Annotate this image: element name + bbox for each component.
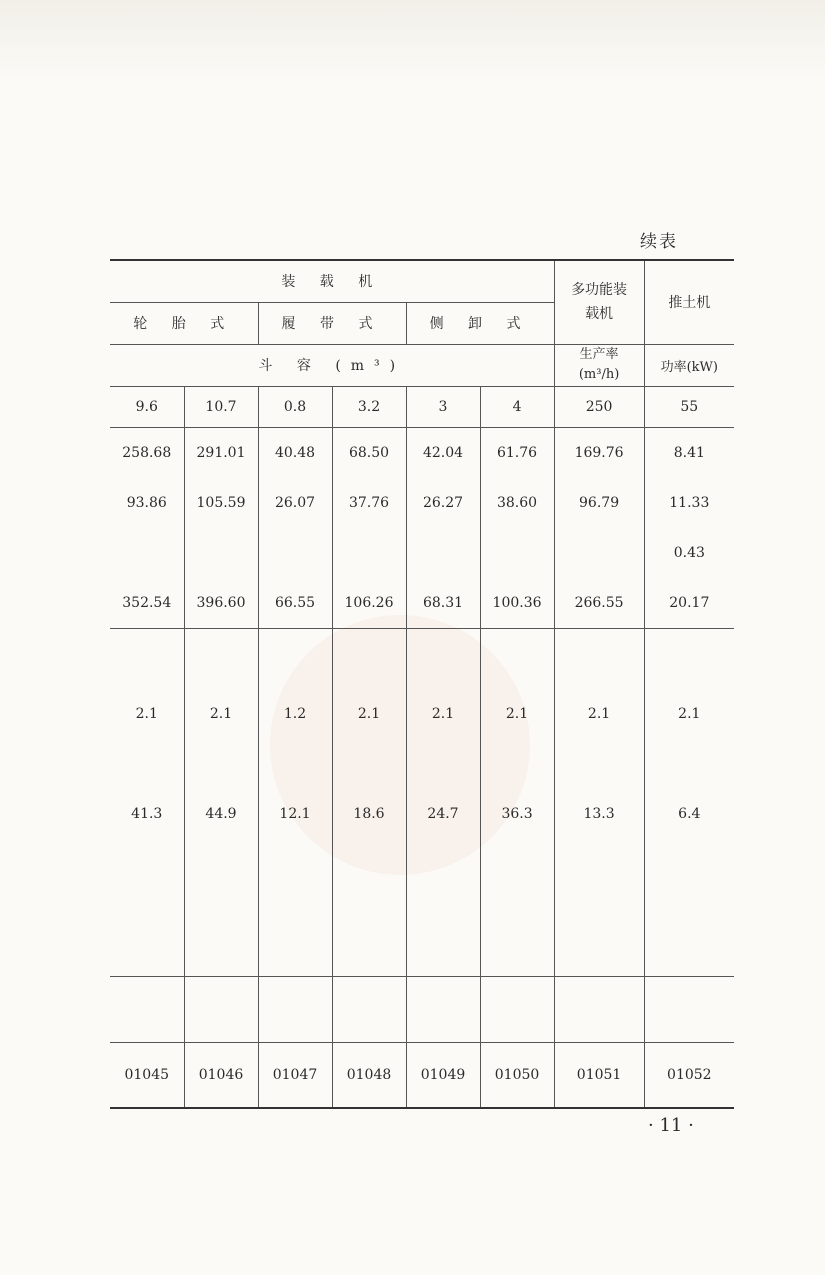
consumption-value: 2.1 <box>357 706 381 722</box>
spec-cell: 3.2 <box>332 386 406 427</box>
cost-cell <box>258 427 332 628</box>
cost-cell <box>110 427 184 628</box>
consumption-value: 2.1 <box>587 706 611 722</box>
code-cell: 01051 <box>554 1042 644 1108</box>
blank-cell <box>110 976 184 1042</box>
cost-cell <box>644 427 734 628</box>
consumption-value: 24.7 <box>427 806 459 822</box>
consumption-value: 12.1 <box>279 806 311 822</box>
cost-value: 291.01 <box>196 444 246 461</box>
header-bucket: 斗 容 (m³) <box>110 344 554 386</box>
cost-value: 26.27 <box>422 494 464 511</box>
spec-cell: 4 <box>480 386 554 427</box>
consumption-value: 6.4 <box>678 806 701 822</box>
cost-value: 37.76 <box>348 494 390 511</box>
block2-row <box>110 628 734 976</box>
spec-row <box>110 386 734 427</box>
cost-value: 396.60 <box>196 594 246 611</box>
cost-cell <box>554 427 644 628</box>
consumption-value: 41.3 <box>131 806 163 822</box>
cost-value: 105.59 <box>196 494 246 511</box>
header-wheel: 轮 胎 式 <box>110 302 258 344</box>
cost-cell <box>332 427 406 628</box>
equipment-table <box>110 259 734 1109</box>
cost-value: 61.76 <box>496 444 538 461</box>
header-crawler: 履 带 式 <box>258 302 406 344</box>
consumption-cell <box>406 628 480 976</box>
consumption-cell <box>258 628 332 976</box>
cost-value: 8.41 <box>673 444 705 461</box>
header-power: 功率(kW) <box>644 344 734 386</box>
blank-cell <box>644 976 734 1042</box>
blank-cell <box>554 976 644 1042</box>
header-productivity: 生产率(m³/h) <box>554 344 644 386</box>
code-cell: 01047 <box>258 1042 332 1108</box>
code-cell: 01045 <box>110 1042 184 1108</box>
cost-value: 40.48 <box>274 444 316 461</box>
cost-value <box>555 528 644 578</box>
consumption-cell <box>480 628 554 976</box>
spec-cell: 250 <box>554 386 644 427</box>
blank-cell <box>480 976 554 1042</box>
consumption-value: 18.6 <box>353 806 385 822</box>
cost-value: 66.55 <box>274 594 316 611</box>
cost-value: 38.60 <box>496 494 538 511</box>
header-multi-loader: 多功能装载机 <box>554 260 644 344</box>
cost-value <box>185 528 258 578</box>
cost-value: 169.76 <box>574 444 624 461</box>
consumption-value: 1.2 <box>283 706 307 722</box>
blank-cell <box>184 976 258 1042</box>
cost-cell <box>406 427 480 628</box>
blank-cell <box>258 976 332 1042</box>
blank-cell <box>332 976 406 1042</box>
consumption-value: 36.3 <box>501 806 533 822</box>
consumption-cell <box>554 628 644 976</box>
blank-cell <box>406 976 480 1042</box>
cost-value <box>333 528 406 578</box>
cost-value: 11.33 <box>669 494 710 511</box>
consumption-value: 2.1 <box>135 706 158 722</box>
code-cell: 01052 <box>644 1042 734 1108</box>
spec-cell: 0.8 <box>258 386 332 427</box>
cost-value <box>407 528 480 578</box>
cost-value: 0.43 <box>673 544 705 561</box>
consumption-value: 2.1 <box>431 706 455 722</box>
consumption-cell <box>110 628 184 976</box>
code-cell: 01046 <box>184 1042 258 1108</box>
consumption-cell <box>332 628 406 976</box>
code-row <box>110 1042 734 1108</box>
code-cell: 01050 <box>480 1042 554 1108</box>
cost-value: 42.04 <box>422 444 464 461</box>
code-cell: 01048 <box>332 1042 406 1108</box>
header-loader: 装 载 机 <box>110 260 554 302</box>
blank-row <box>110 976 734 1042</box>
cost-value: 68.31 <box>422 594 464 611</box>
spec-cell: 3 <box>406 386 480 427</box>
cost-cell <box>480 427 554 628</box>
cost-value: 93.86 <box>126 494 167 511</box>
spec-cell: 10.7 <box>184 386 258 427</box>
cost-cell <box>184 427 258 628</box>
block1-row <box>110 427 734 628</box>
code-cell: 01049 <box>406 1042 480 1108</box>
spec-cell: 9.6 <box>110 386 184 427</box>
cost-value: 96.79 <box>579 494 620 511</box>
cost-value: 352.54 <box>122 594 172 611</box>
page-number: · 11 · <box>648 1115 694 1136</box>
cost-value: 258.68 <box>122 444 172 461</box>
cost-value: 26.07 <box>274 494 316 511</box>
consumption-value: 2.1 <box>209 706 233 722</box>
cost-value: 106.26 <box>344 594 394 611</box>
cost-value <box>110 528 184 578</box>
cost-value <box>259 528 332 578</box>
consumption-value: 2.1 <box>678 706 701 722</box>
consumption-value: 44.9 <box>205 806 237 822</box>
consumption-value: 2.1 <box>505 706 529 722</box>
continued-label: 续表 <box>640 232 678 252</box>
cost-value: 100.36 <box>492 594 542 611</box>
page-top-shade <box>0 0 825 80</box>
header-dozer: 推土机 <box>644 260 734 344</box>
cost-value: 68.50 <box>348 444 390 461</box>
cost-value: 266.55 <box>574 594 624 611</box>
consumption-cell <box>644 628 734 976</box>
spec-cell: 55 <box>644 386 734 427</box>
consumption-value: 13.3 <box>583 806 615 822</box>
consumption-cell <box>184 628 258 976</box>
cost-value <box>481 528 554 578</box>
header-side: 侧 卸 式 <box>406 302 554 344</box>
cost-value: 20.17 <box>669 594 710 611</box>
